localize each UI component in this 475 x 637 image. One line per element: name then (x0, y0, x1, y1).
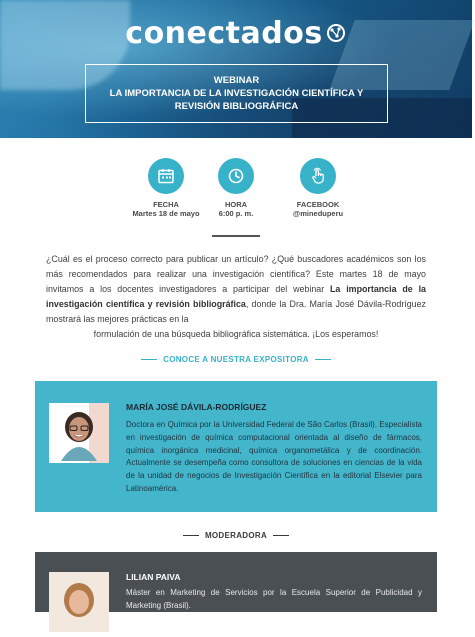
intro-text-1: ¿Cuál es el proceso correcto para publicar un artículo? ¿Qué buscadores académicos son los más recomendados para realizar una investigación científica? Este martes 18 de mayo invitamos a los docentes investigadores a participar del webinar (46, 254, 426, 294)
detail-time-label: HORA (224, 200, 248, 209)
title-line-right (273, 535, 289, 536)
brand-logo (0, 16, 472, 52)
detail-date-value: Martes 18 de mayo (132, 209, 200, 218)
detail-facebook-handle[interactable]: @mineduperu (292, 209, 344, 218)
webinar-title-line1: LA IMPORTANCIA DE LA INVESTIGACIÓN CIENTÍFICA Y (109, 88, 364, 99)
intro-text-2: , donde la Dra. María José Dávila-Rodríguez mostrará las mejores prácticas en la (46, 299, 426, 324)
detail-time-value: 6:00 p. m. (218, 209, 254, 218)
speaker-avatar (49, 403, 109, 463)
touch-hand-icon (300, 158, 336, 194)
moderator-section-title-text: MODERADORA (204, 531, 268, 540)
detail-facebook[interactable] (263, 158, 373, 218)
brain-circuit-icon (325, 17, 347, 52)
calendar-icon (148, 158, 184, 194)
intro-webinar-name: La importancia de la investigación científica y revisión bibliográfica (46, 284, 426, 309)
moderator-card (35, 552, 437, 612)
speaker-card (35, 381, 437, 512)
title-line-left (141, 359, 157, 360)
webinar-title-box (85, 64, 388, 123)
moderator-section-title (0, 531, 472, 540)
speaker-name: MARÍA JOSÉ DÁVILA-RODRÍGUEZ (126, 402, 267, 412)
title-line-left (183, 535, 199, 536)
title-line-right (315, 359, 331, 360)
divider (212, 235, 260, 237)
event-details (0, 158, 472, 220)
logo-text: conectados (125, 16, 323, 51)
speaker-bio: Doctora en Química por la Universidad Federal de São Carlos (Brasil). Especialista en investigación de química computacional orientada al diseño de fármacos, química inorgánica medicinal, química organometálica y de coordinación. Actualmente se desempeña como consultora de soluciones en ciencias de la vida de la unidad de negocios de Investigación Científica en la editorial Elsevier para Latinoamérica. (126, 420, 422, 493)
speaker-section-title (0, 355, 472, 364)
hero-banner (0, 0, 472, 138)
intro-text-last: formulación de una búsqueda bibliográfica sistemática. ¡Los esperamos! (93, 329, 379, 339)
clock-icon (218, 158, 254, 194)
speaker-section-title-text: CONOCE A NUESTRA EXPOSITORA (163, 355, 309, 364)
detail-date-label: FECHA (153, 200, 179, 209)
detail-facebook-label: FACEBOOK (296, 200, 340, 209)
webinar-title-line2: REVISIÓN BIBLIOGRÁFICA (174, 101, 299, 112)
moderator-bio: Máster en Marketing de Servicios por la Escuela Superior de Publicidad y Marketing (Brasil). (126, 588, 422, 610)
intro-paragraph (46, 252, 426, 342)
moderator-avatar (49, 572, 109, 632)
webinar-kind: WEBINAR (213, 75, 260, 86)
moderator-name: LILIAN PAIVA (126, 572, 181, 582)
